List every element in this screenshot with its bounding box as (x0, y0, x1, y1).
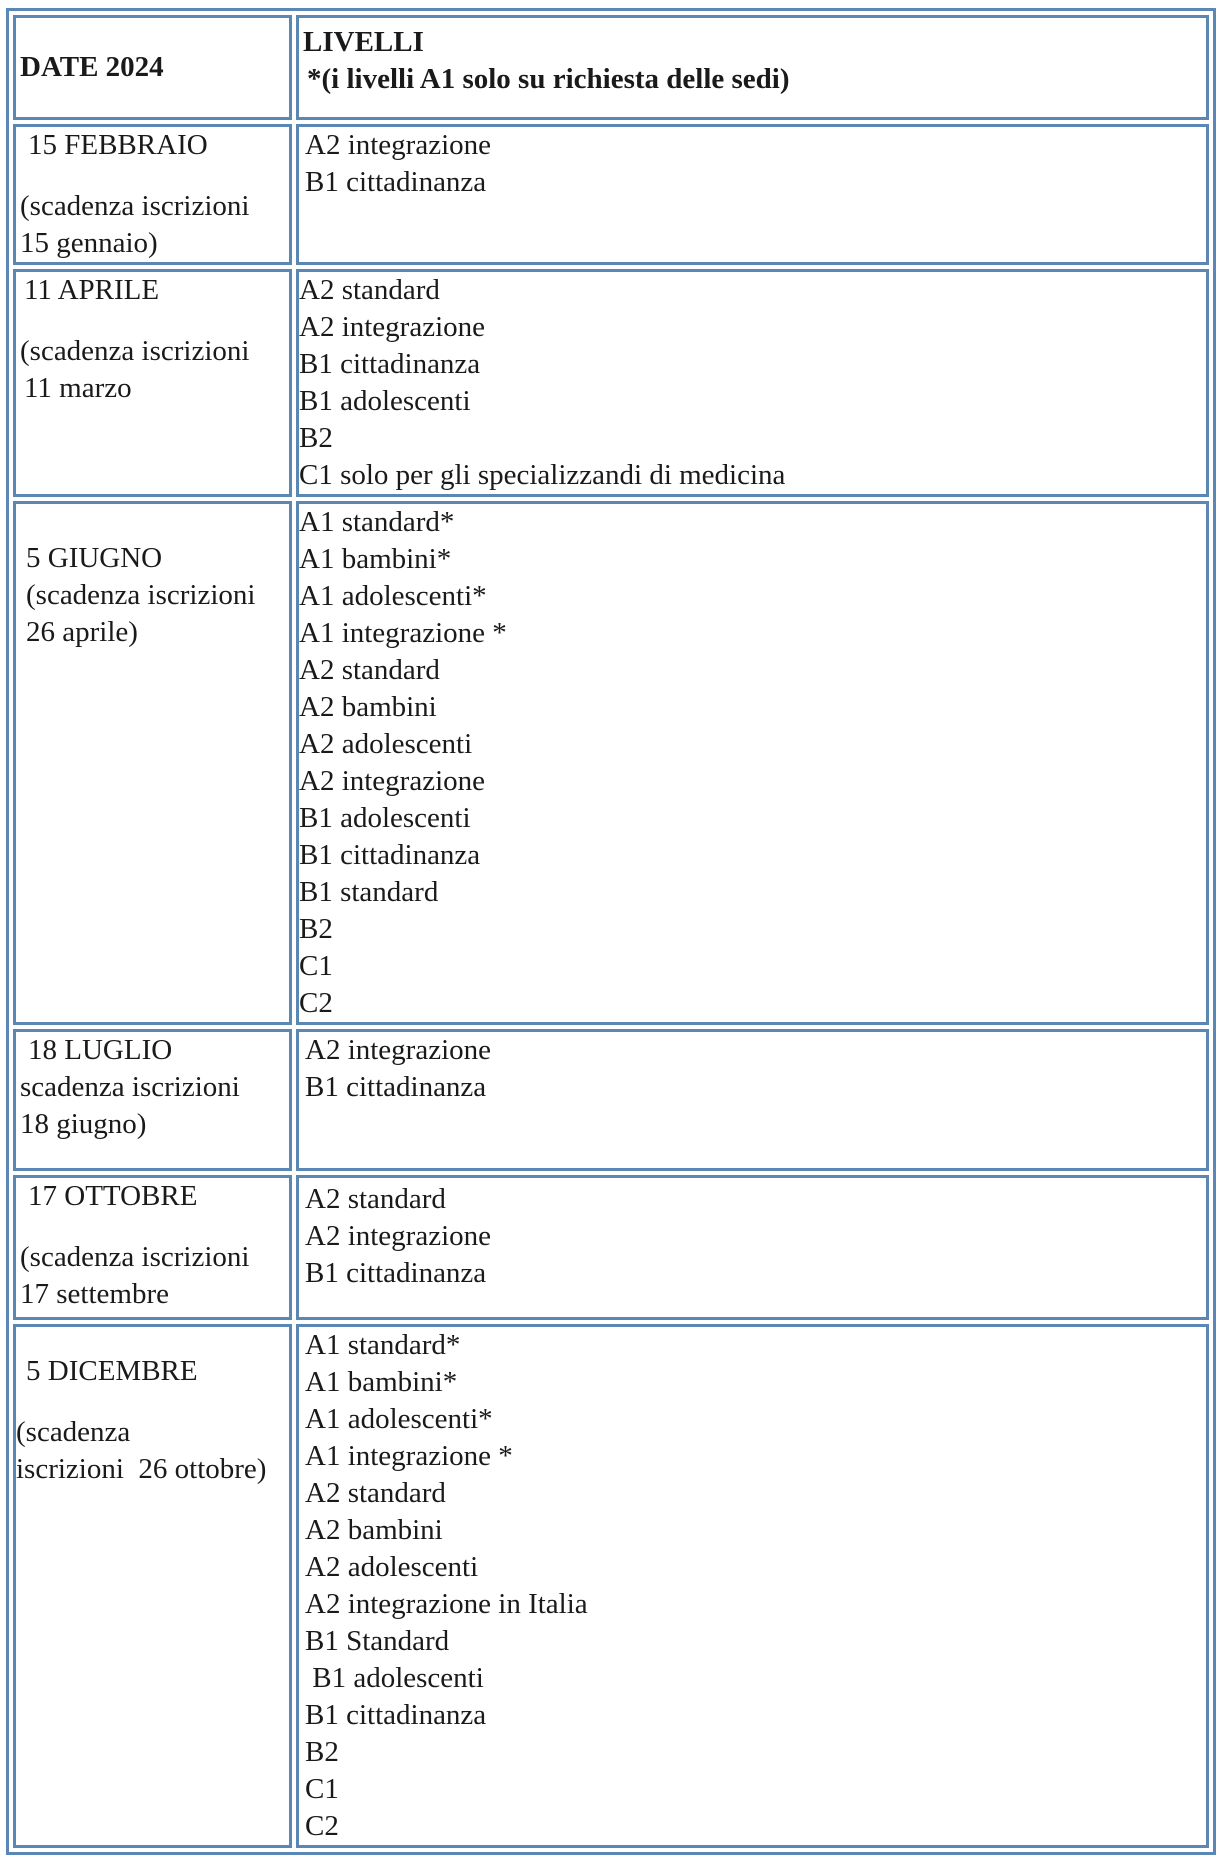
deadline-line: (scadenza iscrizioni (26, 579, 256, 611)
level-item: A2 bambini (299, 691, 437, 723)
level-item: C1 solo per gli specializzandi di medicina (299, 459, 786, 491)
level-item: B1 standard (299, 876, 439, 908)
date-cell (13, 1029, 292, 1171)
levels-cell (296, 269, 1209, 497)
deadline-line: 17 settembre (20, 1278, 169, 1310)
levels-cell (296, 1324, 1209, 1848)
deadline-line: (scadenza iscrizioni (20, 1241, 250, 1273)
date-cell (13, 1175, 292, 1320)
levels-cell (296, 1029, 1209, 1171)
level-item: B1 cittadinanza (305, 1699, 487, 1731)
exam-date: 15 FEBBRAIO (28, 129, 208, 161)
table-header-row (13, 15, 1209, 120)
level-item: B1 cittadinanza (305, 166, 487, 198)
levels-column-title: LIVELLI (303, 26, 424, 58)
deadline-line: 15 gennaio) (20, 227, 158, 259)
level-item: B2 (305, 1736, 339, 1768)
level-item: A1 bambini* (299, 543, 452, 575)
deadline-line: scadenza iscrizioni (20, 1071, 240, 1103)
level-item: A2 integrazione (305, 129, 492, 161)
level-item: C1 (299, 950, 333, 982)
exam-date: 18 LUGLIO (28, 1034, 173, 1066)
level-item: B1 adolescenti (305, 1662, 484, 1694)
level-item: A2 adolescenti (299, 728, 473, 760)
table-row (13, 501, 1209, 1025)
level-item: B1 Standard (305, 1625, 450, 1657)
exam-date: 11 APRILE (24, 274, 160, 306)
level-item: A1 bambini* (305, 1366, 458, 1398)
exam-date: 5 GIUGNO (26, 542, 163, 574)
level-item: B1 cittadinanza (305, 1257, 487, 1289)
level-item: B1 cittadinanza (305, 1071, 487, 1103)
date-cell (13, 124, 292, 265)
date-cell (13, 269, 292, 497)
levels-column-note: *(i livelli A1 solo su richiesta delle sedi) (307, 63, 790, 95)
deadline-line: (scadenza iscrizioni (20, 190, 250, 222)
level-item: C2 (305, 1810, 339, 1842)
exam-date: 17 OTTOBRE (28, 1180, 198, 1212)
table-row (13, 1175, 1209, 1320)
level-item: B2 (299, 422, 333, 454)
deadline-line: (scadenza iscrizioni (20, 335, 250, 367)
level-item: A2 integrazione (299, 765, 486, 797)
exam-date: 5 DICEMBRE (26, 1355, 198, 1387)
level-item: A2 standard (299, 274, 440, 306)
levels-cell (296, 1175, 1209, 1320)
level-item: B1 cittadinanza (299, 839, 481, 871)
schedule-table (6, 8, 1216, 1855)
table-row (13, 1029, 1209, 1171)
date-column-header (13, 15, 292, 120)
level-item: A2 standard (305, 1477, 446, 1509)
level-item: B1 adolescenti (299, 385, 471, 417)
level-item: A1 standard* (305, 1329, 461, 1361)
level-item: A2 integrazione (305, 1034, 492, 1066)
level-item: A1 integrazione * (305, 1440, 513, 1472)
level-item: A1 integrazione * (299, 617, 507, 649)
date-cell (13, 501, 292, 1025)
deadline-line: (scadenza (16, 1416, 131, 1448)
level-item: A2 standard (299, 654, 440, 686)
levels-cell (296, 501, 1209, 1025)
levels-column-header (296, 15, 1209, 120)
deadline-line: 18 giugno) (20, 1108, 147, 1140)
table-row (13, 1324, 1209, 1848)
level-item: A1 adolescenti* (299, 580, 487, 612)
level-item: A2 bambini (305, 1514, 443, 1546)
level-item: C1 (305, 1773, 339, 1805)
table-row (13, 124, 1209, 265)
level-item: A2 integrazione (299, 311, 486, 343)
level-item: C2 (299, 987, 333, 1019)
level-item: B1 adolescenti (299, 802, 471, 834)
level-item: A2 integrazione in Italia (305, 1588, 588, 1620)
level-item: B1 cittadinanza (299, 348, 481, 380)
date-cell (13, 1324, 292, 1848)
deadline-line: 26 aprile) (26, 616, 138, 648)
levels-cell (296, 124, 1209, 265)
level-item: B2 (299, 913, 333, 945)
level-item: A2 integrazione (305, 1220, 492, 1252)
level-item: A1 standard* (299, 506, 455, 538)
deadline-line: 11 marzo (24, 372, 132, 404)
level-item: A2 standard (305, 1183, 446, 1215)
level-item: A1 adolescenti* (305, 1403, 493, 1435)
date-column-title: DATE 2024 (20, 51, 164, 83)
deadline-line: iscrizioni 26 ottobre) (16, 1453, 267, 1485)
level-item: A2 adolescenti (305, 1551, 479, 1583)
table-row (13, 269, 1209, 497)
